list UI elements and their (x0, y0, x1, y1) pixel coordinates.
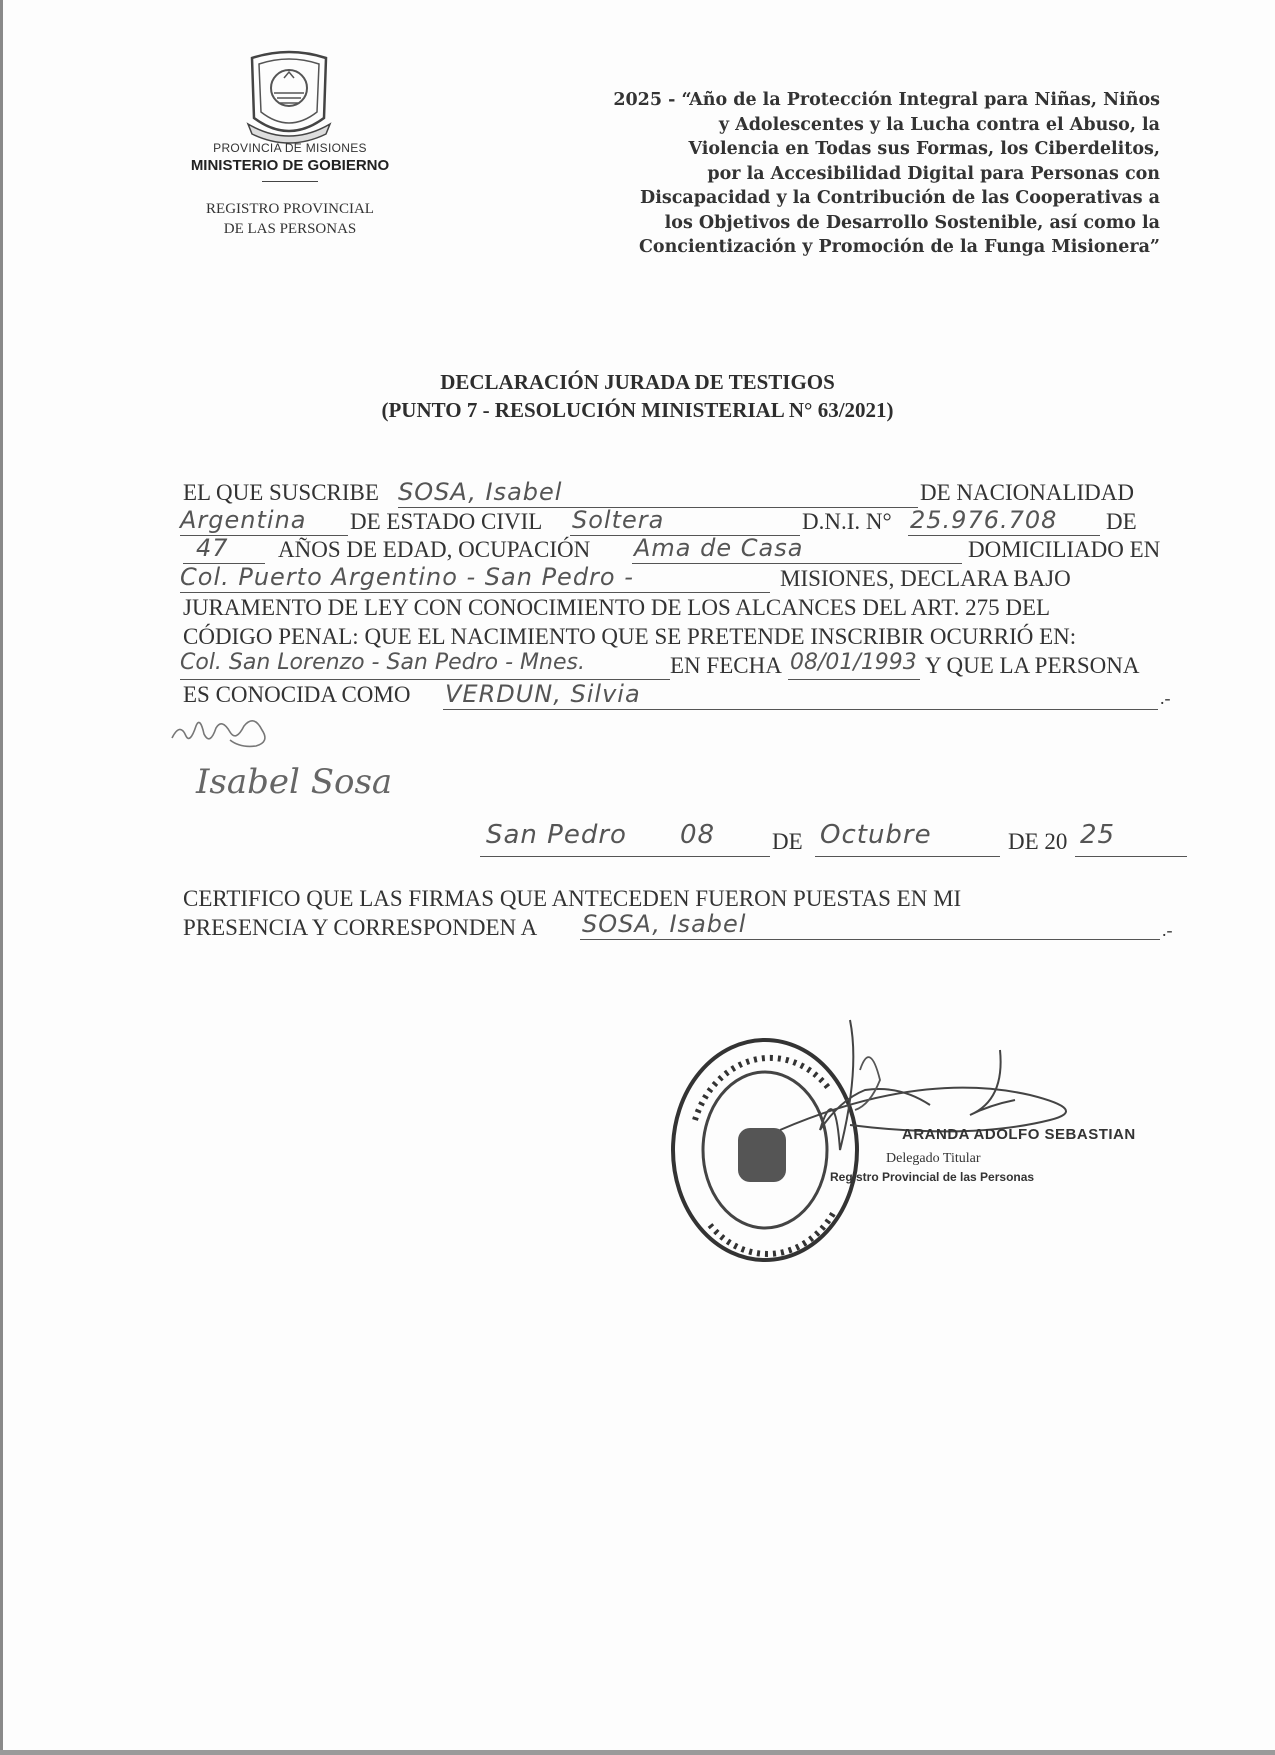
scan-edge-left (0, 0, 3, 1755)
fill-line (443, 709, 1158, 710)
field-dni: 25.976.708 (910, 506, 1058, 534)
scan-edge-bottom (0, 1750, 1275, 1755)
witness-initials-signature (170, 712, 280, 752)
official-stamp-area (670, 1010, 1136, 1280)
witness-signature: Isabel Sosa (196, 762, 393, 802)
fill-line (815, 856, 1000, 857)
certification-label: PRESENCIA Y CORRESPONDEN A (183, 915, 538, 940)
field-place: San Pedro (486, 820, 627, 850)
form-line-1 (183, 480, 379, 506)
label-de: DE (1106, 509, 1137, 534)
label-conocida: ES CONOCIDA COMO (183, 682, 411, 707)
ministry-name: MINISTERIO DE GOBIERNO (190, 157, 390, 174)
field-lugar-nacimiento: Col. San Lorenzo - San Pedro - Mnes. (180, 650, 585, 675)
label-nacionalidad: DE NACIONALIDAD (920, 480, 1134, 505)
province-name: PROVINCIA DE MISIONES (213, 141, 367, 155)
motto-line: Discapacidad y la Contribución de las Cooperativas a (640, 188, 1160, 208)
fill-line (480, 856, 770, 857)
year-motto (510, 88, 1160, 260)
field-conocida-como: VERDUN, Silvia (445, 680, 641, 708)
motto-line: Violencia en Todas sus Formas, los Ciberdelitos, (688, 139, 1160, 159)
fill-line (1075, 856, 1187, 857)
province-coat-of-arms-icon (244, 48, 334, 144)
document-subtitle: (PUNTO 7 - RESOLUCIÓN MINISTERIAL N° 63/2021) (381, 398, 894, 422)
field-year-suffix: 25 (1080, 820, 1116, 850)
fill-line (580, 939, 1160, 940)
label-en-fecha: EN FECHA (670, 653, 782, 678)
text-juramento: JURAMENTO DE LEY CON CONOCIMIENTO DE LOS ALCANCES DEL ART. 275 DEL (183, 595, 1051, 620)
certification-line-end: .- (1162, 920, 1173, 940)
fill-line (788, 679, 920, 680)
label-persona: Y QUE LA PERSONA (925, 653, 1140, 678)
label-edad-ocupacion: AÑOS DE EDAD, OCUPACIÓN (278, 537, 591, 562)
field-month: Octubre (820, 820, 932, 850)
label-de-month: DE (772, 829, 803, 854)
line-end: .- (1160, 688, 1171, 708)
fill-line (632, 563, 962, 564)
motto-line: Concientización y Promoción de la Funga Misionera” (638, 237, 1160, 257)
certification-name: SOSA, Isabel (582, 910, 747, 938)
field-edad: 47 (196, 534, 229, 562)
label-estado-civil: DE ESTADO CIVIL (350, 509, 543, 534)
field-ocupacion: Ama de Casa (634, 534, 804, 562)
label-dni: D.N.I. N° (802, 509, 892, 534)
fill-line (180, 592, 770, 593)
motto-line: los Objetivos de Desarrollo Sostenible, así como la (664, 212, 1160, 233)
officer-office: Registro Provincial de las Personas (830, 1170, 1035, 1184)
field-estado-civil: Soltera (572, 506, 665, 534)
label-misiones-declara: MISIONES, DECLARA BAJO (780, 566, 1071, 591)
label-suscribe: EL QUE SUSCRIBE (183, 480, 379, 505)
certification-line-1: CERTIFICO QUE LAS FIRMAS QUE ANTECEDEN FUERON PUESTAS EN MI (183, 886, 962, 911)
officer-name: ARANDA ADOLFO SEBASTIAN (902, 1126, 1136, 1143)
motto-line: por la Accesibilidad Digital para Personas con (707, 163, 1160, 184)
field-domicilio: Col. Puerto Argentino - San Pedro - (180, 563, 634, 591)
registry-line-1: REGISTRO PROVINCIAL (206, 201, 374, 217)
fill-line (908, 535, 1100, 536)
field-fecha-nacimiento: 08/01/1993 (790, 650, 917, 675)
document-title: DECLARACIÓN JURADA DE TESTIGOS (440, 370, 835, 394)
motto-line: 2025 - “Año de la Protección Integral para Niñas, Niños (613, 90, 1160, 110)
header-divider (262, 181, 318, 182)
motto-line: y Adolescentes y la Lucha contra el Abuso, la (718, 114, 1160, 135)
field-day: 08 (680, 820, 716, 850)
registry-line-2: DE LAS PERSONAS (223, 221, 357, 237)
label-domiciliado: DOMICILIADO EN (968, 537, 1161, 562)
text-codigo-penal: CÓDIGO PENAL: QUE EL NACIMIENTO QUE SE PRETENDE INSCRIBIR OCURRIÓ EN: (183, 624, 1077, 649)
field-name: SOSA, Isabel (398, 478, 563, 506)
officer-title: Delegado Titular (886, 1151, 981, 1166)
field-nacionalidad: Argentina (180, 506, 307, 534)
label-de-year: DE 20 (1008, 829, 1068, 854)
official-seal-icon (670, 1010, 1090, 1280)
